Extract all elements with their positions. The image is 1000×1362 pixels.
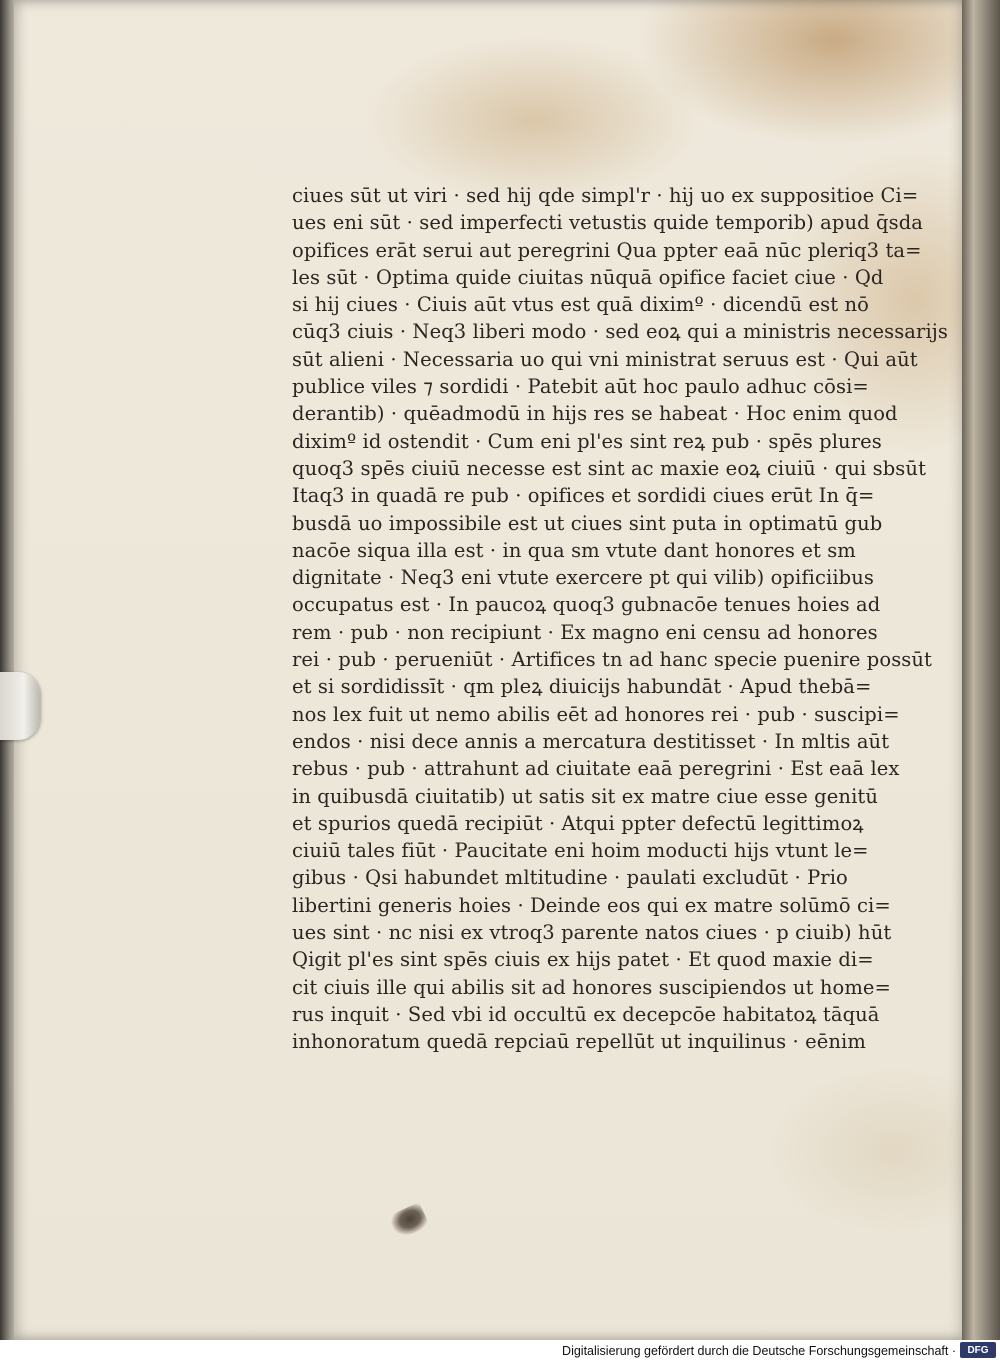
text-line: cūq3 ciuis · Neq3 liberi modo · sed eoꝝ qui a ministris necessarijs — [292, 320, 949, 344]
text-line: les sūt · Optima quide ciuitas nūquā opifice faciet ciue · Qd — [292, 265, 884, 289]
page-text-block — [292, 182, 949, 1056]
digitization-credit: Digitalisierung gefördert durch die Deutsche Forschungsgemeinschaft · — [562, 1344, 956, 1358]
text-line: rem · pub · non recipiunt · Ex magno eni censu ad honores — [292, 620, 878, 644]
text-line: gibus · Qsi habundet mltitudine · paulati excludūt · Prio — [292, 866, 848, 890]
text-line: quoq3 spēs ciuiū necesse est sint ac maxie eoꝝ ciuiū · qui sbsūt — [292, 456, 927, 480]
page-clip — [0, 672, 40, 740]
text-line: derantib) · quēadmodū in hijs res se habeat · Hoc enim quod — [292, 402, 898, 426]
text-line: nacōe siqua illa est · in qua sm vtute dant honores et sm — [292, 538, 856, 562]
text-line: dignitate · Neq3 eni vtute exercere pt qui vilib) opificiibus — [292, 566, 875, 590]
text-line: ciuiū tales fiūt · Paucitate eni hoim moducti hijs vtunt le= — [292, 839, 869, 863]
text-line: rei · pub · perueniūt · Artifices tn ad hanc specie puenire possūt — [292, 648, 932, 672]
text-line: ciues sūt ut viri · sed hij qde simpl'r · hij uo ex suppositioe Ci= — [292, 184, 919, 207]
text-line: cit ciuis ille qui abilis sit ad honores suscipiendos ut home= — [292, 975, 891, 999]
text-line: ues eni sūt · sed imperfecti vetustis quide temporib) apud q̄sda — [292, 211, 924, 235]
text-line: ues sint · nc nisi ex vtroq3 parente natos ciues · p ciuib) hūt — [292, 921, 892, 945]
text-line: Qigit pl'es sint spēs ciuis ex hijs patet · Et quod maxie di= — [292, 948, 874, 972]
text-line: opifices erāt serui aut peregrini Qua ppter eaā nūc pleriq3 ta= — [292, 238, 922, 262]
text-line: in quibusdā ciuitatib) ut satis sit ex matre ciue esse genitū — [292, 784, 878, 808]
dfg-logo: DFG — [960, 1342, 996, 1358]
text-line: rus inquit · Sed vbi id occultū ex decepcōe habitatoꝝ tāquā — [292, 1002, 880, 1026]
text-line: endos · nisi dece annis a mercatura destitisset · In mltis aūt — [292, 729, 890, 753]
text-line: occupatus est · In paucoꝝ quoq3 gubnacōe tenues hoies ad — [292, 593, 881, 617]
text-line: Itaq3 in quadā re pub · opifices et sordidi ciues erūt In q̄= — [292, 484, 875, 508]
text-line: si hij ciues · Ciuis aūt vtus est quā diximº · dicendū est nō — [292, 293, 869, 317]
text-line: diximº id ostendit · Cum eni pl'es sint reꝝ pub · spēs plures — [292, 429, 882, 453]
text-line: et spurios quedā recipiūt · Atqui ppter defectū legittimoꝝ — [292, 811, 864, 835]
text-line: publice viles ⁊ sordidi · Patebit aūt hoc paulo adhuc cōsi= — [292, 375, 869, 399]
text-line: libertini generis hoies · Deinde eos qui ex matre solūmō ci= — [292, 893, 891, 917]
text-line: inhonoratum quedā repciaū repellūt ut inquilinus · eēnim — [292, 1030, 866, 1054]
text-line: busdā uo impossibile est ut ciues sint puta in optimatū gub — [292, 511, 883, 535]
book-right-edge — [962, 0, 1000, 1340]
text-line: rebus · pub · attrahunt ad ciuitate eaā peregrini · Est eaā lex — [292, 757, 900, 781]
text-line: sūt alieni · Necessaria uo qui vni ministrat seruus est · Qui aūt — [292, 347, 918, 371]
text-line: et si sordidissīt · qm pleꝝ diuicijs habundāt · Apud thebā= — [292, 675, 872, 699]
text-line: nos lex fuit ut nemo abilis eēt ad honores rei · pub · suscipi= — [292, 702, 900, 726]
